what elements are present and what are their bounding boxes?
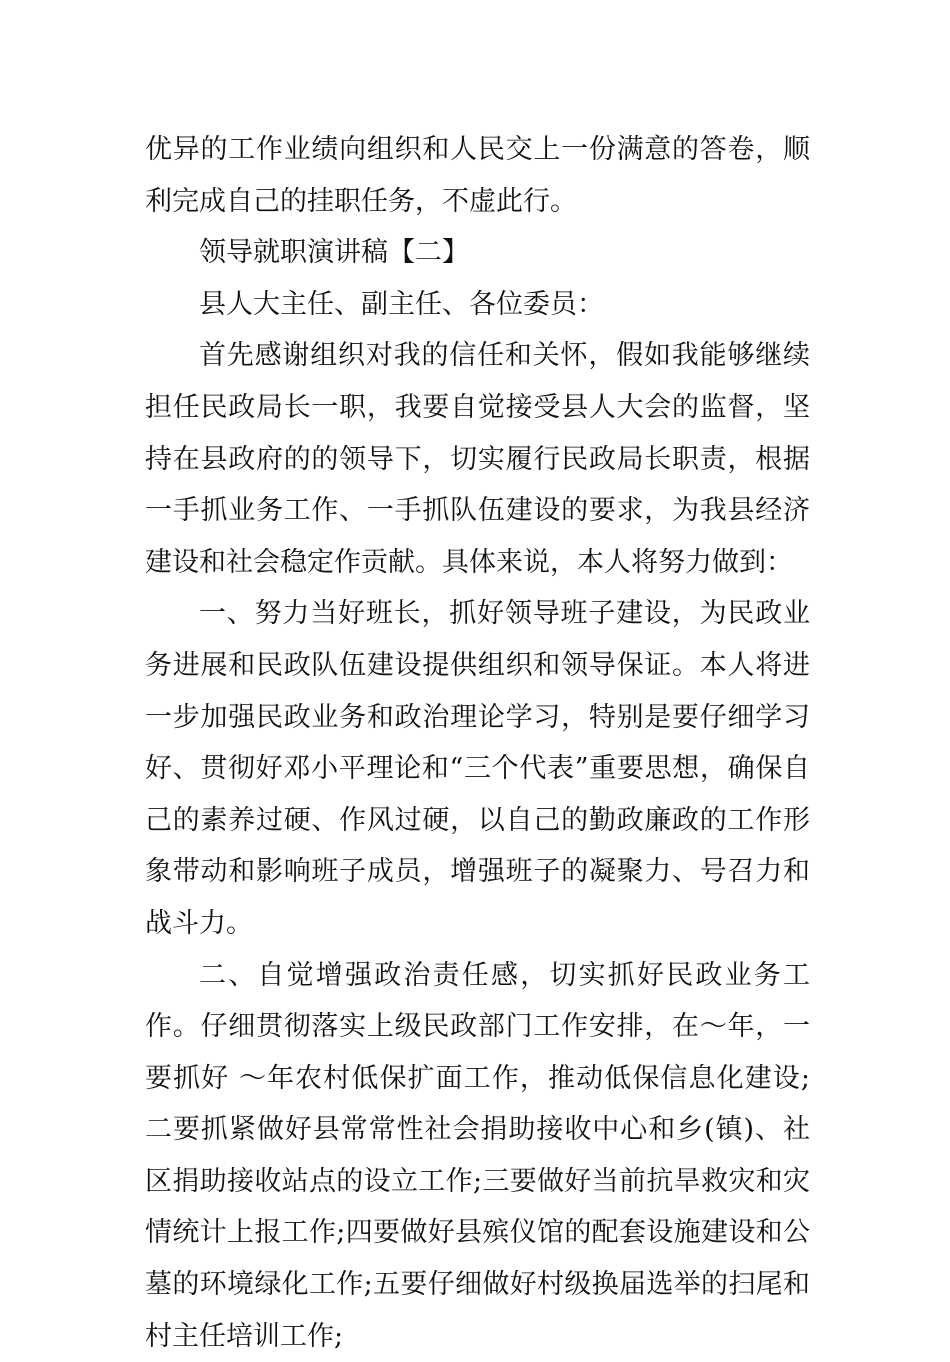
paragraph-intro: 首先感谢组织对我的信任和关怀，假如我能够继续担任民政局长一职，我要自觉接受县人大会的监督，坚持在县政府的的领导下，切实履行民政局长职责，根据一手抓业务工作、一手抓队伍建设的要求，为我县经济建设和社会稳定作贡献。具体来说，本人将努力做到： bbox=[145, 330, 810, 588]
salutation: 县人大主任、副主任、各位委员： bbox=[145, 279, 810, 331]
paragraph-point-one: 一、努力当好班长，抓好领导班子建设，为民政业务进展和民政队伍建设提供组织和领导保证。本人将进一步加强民政业务和政治理论学习，特别是要仔细学习好、贯彻好邓小平理论和“三个代表”重要思想，确保自己的素养过硬、作风过硬，以自己的勤政廉政的工作形象带动和影响班子成员，增强班子的凝聚力、号召力和战斗力。 bbox=[145, 588, 810, 949]
paragraph-point-two: 二、自觉增强政治责任感，切实抓好民政业务工作。仔细贯彻落实上级民政部门工作安排，在～年，一要抓好 ～年农村低保扩面工作，推动低保信息化建设;二要抓紧做好县常常性社会捐助接收中心和乡(镇)、社区捐助接收站点的设立工作;三要做好当前抗旱救灾和灾情统计上报工作;四要做好县殡仪馆的配套设施建设和公墓的环境绿化工作;五要仔细做好村级换届选举的扫尾和村主任培训工作; bbox=[145, 950, 810, 1362]
document-body bbox=[145, 124, 810, 1362]
paragraph-continuation: 优异的工作业绩向组织和人民交上一份满意的答卷，顺利完成自己的挂职任务，不虚此行。 bbox=[145, 124, 810, 227]
section-heading: 领导就职演讲稿【二】 bbox=[145, 227, 810, 279]
